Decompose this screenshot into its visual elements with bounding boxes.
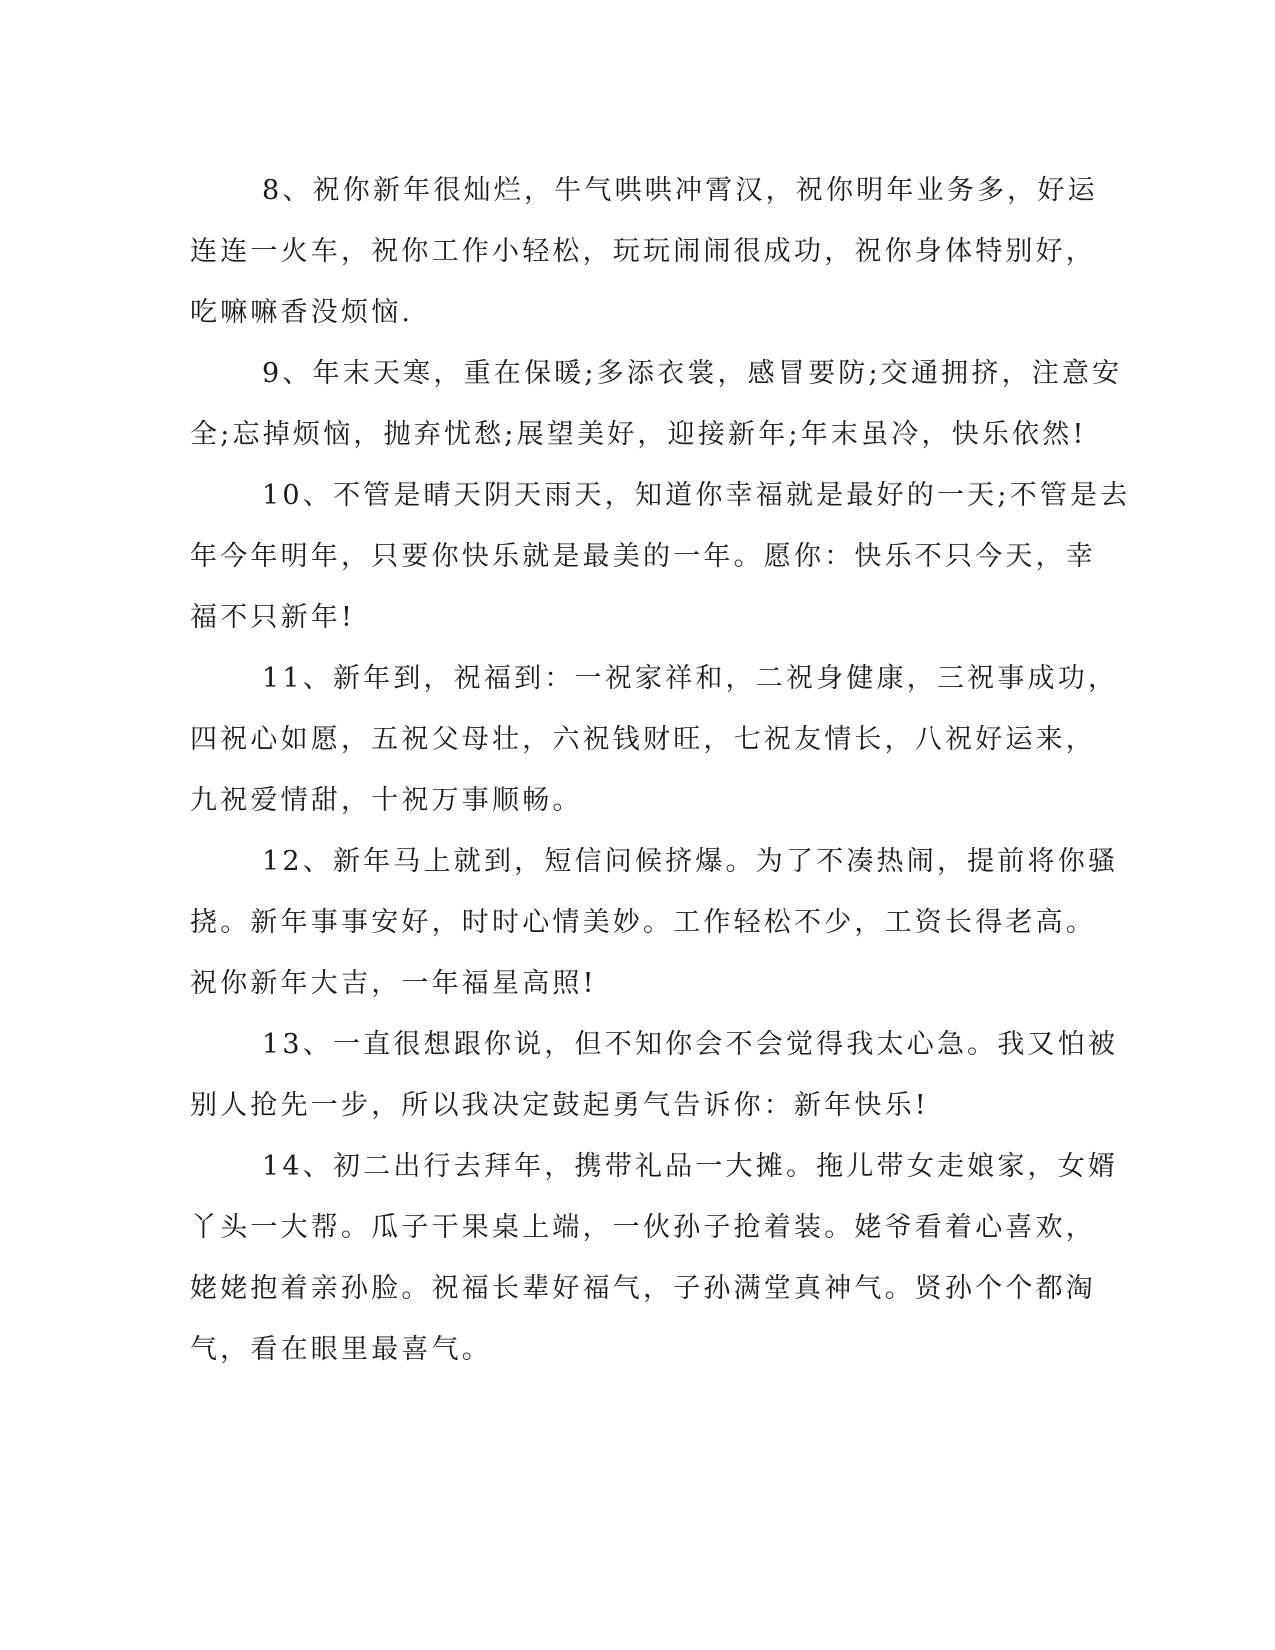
paragraph-line: 11、新年到，祝福到：一祝家祥和，二祝身健康，三祝事成功，: [262, 663, 1119, 694]
paragraph-line: 14、初二出行去拜年，携带礼品一大摊。拖儿带女走娘家，女婿: [262, 1151, 1119, 1182]
paragraph-line: 挠。新年事事安好，时时心情美妙。工作轻松不少，工资长得老高。: [190, 907, 1096, 938]
paragraph-12: [190, 831, 1119, 1014]
paragraph-line: 吃嘛嘛香没烦恼.: [190, 297, 414, 328]
paragraph-line: 姥姥抱着亲孙脸。祝福长辈好福气，子孙满堂真神气。贤孙个个都淘: [190, 1273, 1096, 1304]
paragraph-line: 年今年明年，只要你快乐就是最美的一年。愿你：快乐不只今天，幸: [190, 541, 1096, 572]
paragraph-line: 12、新年马上就到，短信问候挤爆。为了不凑热闹，提前将你骚: [262, 846, 1119, 877]
paragraph-line: 九祝爱情甜，十祝万事顺畅。: [190, 785, 583, 816]
paragraph-line: 8、祝你新年很灿烂，牛气哄哄冲霄汉，祝你明年业务多，好运: [262, 175, 1098, 206]
paragraph-line: 9、年末天寒，重在保暖;多添衣裳，感冒要防;交通拥挤，注意安: [262, 358, 1123, 389]
paragraph-9: [190, 343, 1123, 465]
paragraph-line: 10、不管是晴天阴天雨天，知道你幸福就是最好的一天;不管是去: [262, 480, 1131, 511]
paragraph-13: [190, 1014, 1119, 1136]
document-body: [190, 160, 1131, 1380]
paragraph-line: 气，看在眼里最喜气。: [190, 1334, 492, 1365]
paragraph-10: [190, 465, 1131, 648]
paragraph-line: 祝你新年大吉，一年福星高照!: [190, 968, 597, 999]
paragraph-line: 丫头一大帮。瓜子干果桌上端，一伙孙子抢着装。姥爷看着心喜欢，: [190, 1212, 1096, 1243]
paragraph-line: 13、一直很想跟你说，但不知你会不会觉得我太心急。我又怕被: [262, 1029, 1119, 1060]
paragraph-line: 全;忘掉烦恼，抛弃忧愁;展望美好，迎接新年;年末虽冷，快乐依然!: [190, 419, 1087, 450]
paragraph-line: 四祝心如愿，五祝父母壮，六祝钱财旺，七祝友情长，八祝好运来，: [190, 724, 1096, 755]
paragraph-11: [190, 648, 1119, 831]
paragraph-8: [190, 160, 1098, 343]
paragraph-line: 福不只新年!: [190, 602, 356, 633]
paragraph-14: [190, 1136, 1119, 1380]
paragraph-line: 连连一火车，祝你工作小轻松，玩玩闹闹很成功，祝你身体特别好，: [190, 236, 1096, 267]
paragraph-line: 别人抢先一步，所以我决定鼓起勇气告诉你：新年快乐!: [190, 1090, 929, 1121]
